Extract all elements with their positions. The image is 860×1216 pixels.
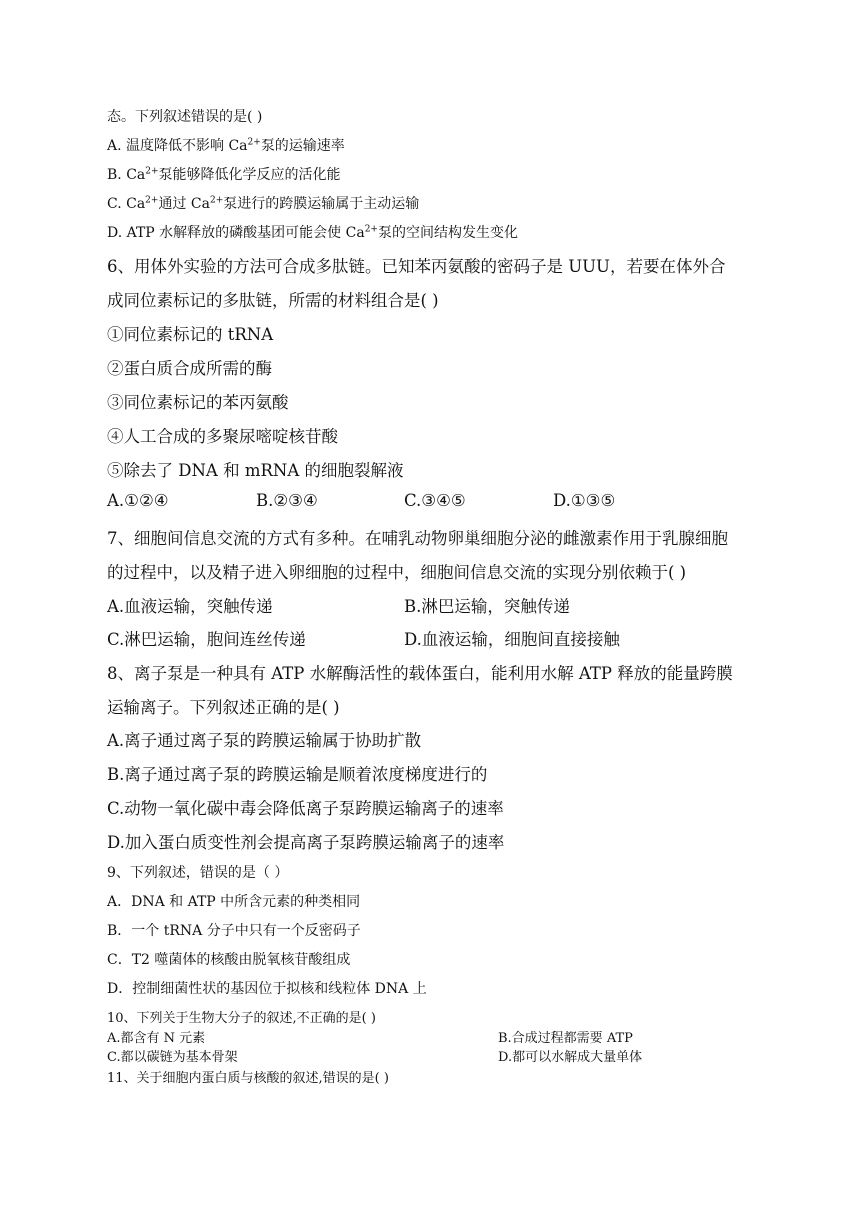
q6-item: ②蛋白质合成所需的酶 <box>107 359 272 378</box>
q8-stem-line1: 8、离子泵是一种具有 ATP 水解酶活性的载体蛋白，能利用水解 ATP 释放的能量跨膜 <box>107 664 733 683</box>
q9-option-c: C．T2 噬菌体的核酸由脱氧核苷酸组成 <box>107 952 351 968</box>
q6-item: ①同位素标记的 tRNA <box>107 325 274 344</box>
q7-option-d: D.血液运输，细胞间直接接触 <box>404 630 620 649</box>
q10-stem: 10、下列关于生物大分子的叙述,不正确的是( ) <box>107 1011 376 1026</box>
q6-option-c: C.③④⑤ <box>404 491 466 510</box>
q5-option-d: D. ATP 水解释放的磷酸基团可能会使 $Ca^{2+}$泵的空间结构发生变化 <box>107 224 518 241</box>
q10-option-b: B.合成过程都需要 ATP <box>498 1031 633 1046</box>
q9-option-a: A．DNA 和 ATP 中所含元素的种类相同 <box>107 894 361 910</box>
q7-stem-line1: 7、细胞间信息交流的方式有多种。在哺乳动物卵巢细胞分泌的雌激素作用于乳腺细胞 <box>107 529 728 548</box>
q6-item: ④人工合成的多聚尿嘧啶核苷酸 <box>107 427 338 446</box>
q6-option-a: A.①②④ <box>107 491 169 510</box>
q8-option-c: C.动物一氧化碳中毒会降低离子泵跨膜运输离子的速率 <box>107 799 504 818</box>
q6-stem-line1: 6、用体外实验的方法可合成多肽链。已知苯丙氨酸的密码子是 UUU，若要在体外合 <box>107 257 726 276</box>
q7-option-a: A.血液运输，突触传递 <box>107 597 273 616</box>
q10-option-c: C.都以碳链为基本骨架 <box>107 1050 238 1065</box>
q5-option-c: C. $Ca^{2+}$通过 $Ca^{2+}$泵进行的跨膜运输属于主动运输 <box>107 195 420 212</box>
q7-option-c: C.淋巴运输，胞间连丝传递 <box>107 630 306 649</box>
q6-item: ⑤除去了 DNA 和 mRNA 的细胞裂解液 <box>107 461 404 480</box>
q8-stem-line2: 运输离子。下列叙述正确的是( ) <box>107 698 340 717</box>
q6-option-d: D.①③⑤ <box>553 491 616 510</box>
q7-stem-line2: 的过程中，以及精子进入卵细胞的过程中，细胞间信息交流的实现分别依赖于( ) <box>107 563 687 582</box>
q5-stem-tail: 态。下列叙述错误的是( ) <box>107 109 263 125</box>
q9-option-d: D．控制细菌性状的基因位于拟核和线粒体 DNA 上 <box>107 981 427 997</box>
q5-option-b: B. $Ca^{2+}$泵能够降低化学反应的活化能 <box>107 166 341 183</box>
q8-option-a: A.离子通过离子泵的跨膜运输属于协助扩散 <box>107 731 422 750</box>
q9-option-b: B．一个 tRNA 分子中只有一个反密码子 <box>107 923 361 939</box>
q10-option-d: D.都可以水解成大量单体 <box>498 1050 643 1065</box>
q6-option-b: B.②③④ <box>256 491 318 510</box>
q5-option-a: A. 温度降低不影响 $Ca^{2+}$泵的运输速率 <box>107 137 345 154</box>
q6-item: ③同位素标记的苯丙氨酸 <box>107 393 289 412</box>
q6-stem-line2: 成同位素标记的多肽链，所需的材料组合是( ) <box>107 291 439 310</box>
q10-option-a: A.都含有 N 元素 <box>107 1031 206 1046</box>
q7-option-b: B.淋巴运输，突触传递 <box>404 597 570 616</box>
q9-stem: 9、下列叙述，错误的是（ ） <box>107 865 289 881</box>
q8-option-d: D.加入蛋白质变性剂会提高离子泵跨膜运输离子的速率 <box>107 833 505 852</box>
q8-option-b: B.离子通过离子泵的跨膜运输是顺着浓度梯度进行的 <box>107 765 488 784</box>
q11-stem: 11、关于细胞内蛋白质与核酸的叙述,错误的是( ) <box>107 1071 389 1086</box>
